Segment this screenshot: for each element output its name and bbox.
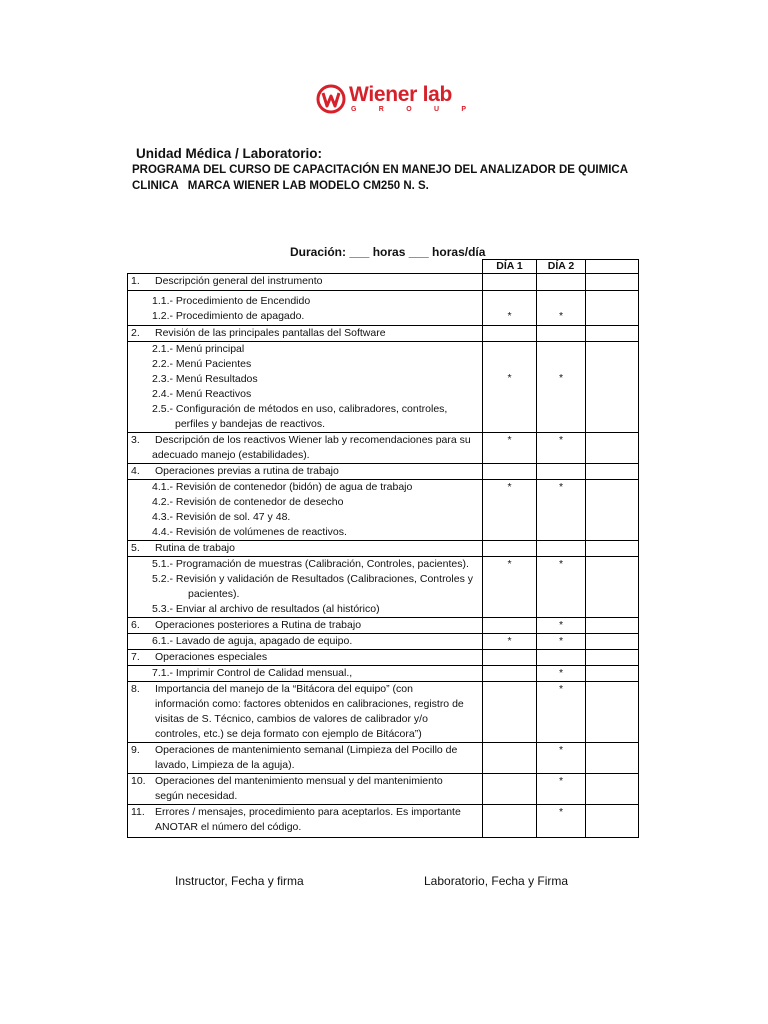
table-row: [128, 291, 639, 326]
day2-mark: *: [558, 372, 564, 384]
row-text-line: información como: factores obtenidos en calibraciones, registro de: [155, 698, 464, 710]
row-number: 10.: [131, 775, 146, 787]
table-row: [128, 618, 639, 634]
day2-mark: *: [558, 434, 564, 446]
subitem: 7.1.- Imprimir Control de Calidad mensual.,: [152, 667, 353, 679]
day1-mark: *: [507, 434, 512, 446]
row-number: 11.: [131, 806, 145, 818]
subitem: 2.5.- Configuración de métodos en uso, calibradores, controles,: [152, 403, 448, 415]
row-text-line: lavado, Limpieza de la aguja).: [155, 759, 295, 771]
logo-group: G R O U P: [351, 106, 477, 113]
subitem: 1.2.- Procedimiento de apagado.: [152, 310, 305, 322]
table-row: [128, 433, 639, 464]
subitem: 5.3.- Enviar al archivo de resultados (al histórico): [152, 603, 380, 615]
wiener-lab-w-logo-icon: [316, 84, 346, 114]
subitem: 6.1.- Lavado de aguja, apagado de equipo.: [152, 635, 353, 647]
day1-mark: *: [507, 372, 512, 384]
row-number: 9.: [131, 744, 140, 756]
day2-header: DÍA 2: [537, 260, 586, 274]
row-text-line: Importancia del manejo de la “Bitácora del equipo” (con: [155, 683, 413, 695]
table-row: [128, 541, 639, 557]
row-title: Operaciones previas a rutina de trabajo: [155, 465, 339, 477]
row-number: 2.: [131, 327, 140, 339]
table-row: [128, 682, 639, 743]
unit-label: Unidad Médica / Laboratorio:: [136, 146, 323, 161]
day2-mark: *: [558, 744, 564, 756]
row-number: 6.: [131, 619, 140, 631]
day2-mark: *: [558, 683, 564, 695]
row-number: 1.: [131, 275, 140, 287]
day2-mark: *: [558, 806, 564, 818]
day2-mark: *: [558, 775, 564, 787]
program-title-line2: CLINICA MARCA WIENER LAB MODELO CM250 N. S.: [132, 180, 429, 192]
day1-mark: *: [507, 635, 512, 647]
instructor-signature-label: Instructor, Fecha y firma: [175, 874, 304, 888]
subitem: 5.2.- Revisión y validación de Resultados (Calibraciones, Controles y: [152, 573, 473, 585]
program-title-line1: PROGRAMA DEL CURSO DE CAPACITACIÓN EN MANEJO DEL ANALIZADOR DE QUIMICA: [132, 164, 629, 176]
subitem: 4.4.- Revisión de volúmenes de reactivos.: [152, 526, 347, 538]
subitem: 2.3.- Menú Resultados: [152, 373, 258, 385]
day2-mark: *: [558, 635, 564, 647]
subitem: 5.1.- Programación de muestras (Calibración, Controles, pacientes).: [152, 558, 469, 570]
table-row: [128, 650, 639, 666]
row-text-line: Operaciones de mantenimiento semanal (Limpieza del Pocillo de: [155, 744, 458, 756]
row-title: Rutina de trabajo: [155, 542, 235, 554]
row-title: Operaciones especiales: [155, 651, 268, 663]
table-row: [128, 743, 639, 774]
subitem: 1.1.- Procedimiento de Encendido: [152, 295, 311, 307]
row-text-line: según necesidad.: [155, 790, 238, 802]
subitem: 2.2.- Menú Pacientes: [152, 358, 252, 370]
table-row: [128, 634, 639, 650]
subitem: 2.4.- Menú Reactivos: [152, 388, 252, 400]
subitem: 2.1.- Menú principal: [152, 343, 245, 355]
row-number: 8.: [131, 683, 140, 695]
row-number: 5.: [131, 542, 140, 554]
row-text-line: Operaciones del mantenimiento mensual y del mantenimiento: [155, 775, 443, 787]
day2-mark: *: [558, 310, 564, 322]
table-row: [128, 342, 639, 433]
day1-header: DÍA 1: [483, 260, 537, 274]
row-title-continuation: adecuado manejo (estabilidades).: [152, 449, 310, 461]
course-schedule-table: [127, 259, 639, 838]
wiener-lab-logo: [316, 84, 476, 120]
row-title: Revisión de las principales pantallas del Software: [155, 327, 386, 339]
table-row: [128, 274, 639, 291]
row-title: Descripción general del instrumento: [155, 275, 323, 287]
day2-mark: *: [558, 558, 564, 570]
subitem-continuation: pacientes).: [188, 588, 240, 600]
table-header-row: [128, 260, 639, 274]
day1-mark: *: [507, 310, 512, 322]
header-empty: [128, 260, 483, 274]
day1-mark: *: [507, 558, 512, 570]
subitem: 4.2.- Revisión de contenedor de desecho: [152, 496, 344, 508]
day2-mark: *: [558, 619, 564, 631]
table-row: [128, 774, 639, 805]
table-row: [128, 666, 639, 682]
day2-mark: *: [558, 481, 564, 493]
header-extra: [586, 260, 639, 274]
table-row: [128, 326, 639, 342]
laboratory-signature-label: Laboratorio, Fecha y Firma: [424, 874, 569, 888]
day2-mark: *: [558, 667, 564, 679]
subitem: 4.3.- Revisión de sol. 47 y 48.: [152, 511, 291, 523]
row-text-line: ANOTAR el número del código.: [155, 821, 302, 833]
program-title: [132, 162, 632, 194]
table-row: [128, 557, 639, 618]
row-number: 7.: [131, 651, 140, 663]
subitem-continuation: perfiles y bandejas de reactivos.: [175, 418, 325, 430]
day1-mark: *: [507, 481, 512, 493]
duration-line: Duración: ___ horas ___ horas/día: [290, 245, 486, 259]
logo-name: Wiener lab: [349, 83, 453, 106]
row-number: 4.: [131, 465, 140, 477]
row-text-line: Errores / mensajes, procedimiento para aceptarlos. Es importante: [155, 806, 461, 818]
subitem: 4.1.- Revisión de contenedor (bidón) de agua de trabajo: [152, 481, 413, 493]
row-title: Operaciones posteriores a Rutina de trabajo: [155, 619, 362, 631]
row-text-line: visitas de S. Técnico, cambios de valores de calibrador y/o: [155, 713, 428, 725]
row-number: 3.: [131, 434, 140, 446]
table-row: [128, 805, 639, 838]
row-text-line: controles, etc.) se deja formato con ejemplo de Bitácora”): [155, 728, 422, 740]
table-row: [128, 480, 639, 541]
table-row: [128, 464, 639, 480]
row-title: Descripción de los reactivos Wiener lab y recomendaciones para su: [155, 434, 471, 446]
